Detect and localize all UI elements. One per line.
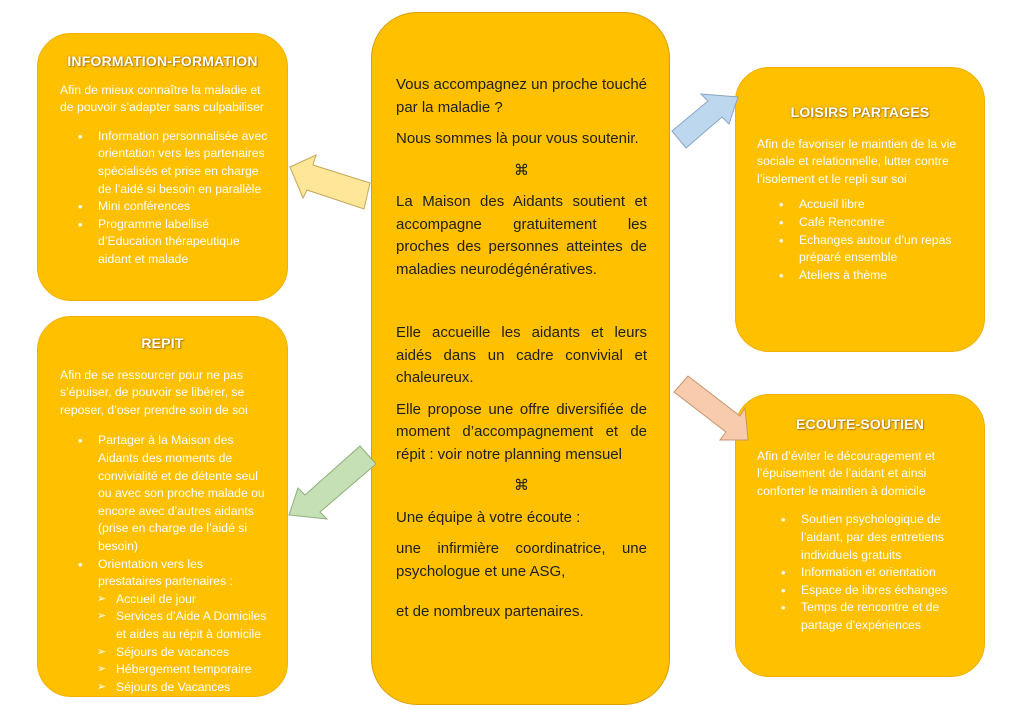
list-item: • Espace de libres échanges [801, 582, 966, 600]
center-team-heading: Une équipe à votre écoute : [396, 508, 581, 526]
loisirs-partages-list [754, 196, 966, 284]
arrow-info-shape [290, 155, 370, 209]
list-item: • Echanges autour d’un repas préparé ensemble [799, 232, 966, 267]
list-item: • Mini conférences [98, 198, 269, 216]
list-item: ➢ Séjours de vacances [116, 644, 269, 662]
center-offer: Elle propose une offre diversifiée de moment d’accompagnement et de répit : voir notre planning mensuel [396, 400, 647, 463]
center-partners: et de nombreux partenaires. [396, 603, 584, 620]
list-item: • Information personnalisée avec orientation vers les partenaires spécialisés et prise en charge de l’aidé si besoin en parallèle [98, 128, 269, 198]
loisirs-partages-title: LOISIRS PARTAGES [790, 104, 930, 120]
list-item: • Temps de rencontre et de partage d’expériences [801, 599, 966, 634]
list-item: ➢ Accueil de jour [116, 591, 269, 609]
info-formation-box [37, 33, 288, 301]
list-item: ➢ Hébergement temporaire [116, 661, 269, 679]
ecoute-soutien-box [735, 394, 985, 677]
arrow-repit-shape [289, 446, 376, 519]
list-item: • Café Rencontre [799, 214, 966, 232]
list-item: • Programme labellisé d’Education thérapeutique aidant et malade [98, 216, 269, 269]
list-item: ➢ Séjours de Vacances [116, 679, 269, 697]
repit-sublist [56, 591, 269, 697]
list-item: • Accueil libre [799, 196, 966, 214]
center-box [371, 12, 670, 705]
center-support: Nous sommes là pour vous soutenir. [396, 130, 639, 147]
center-question: Vous accompagnez un proche touché par la maladie ? [396, 76, 648, 116]
list-item: • Information et orientation [801, 564, 966, 582]
repit-title: REPIT [141, 335, 184, 351]
center-team: une infirmière coordinatrice, une psychologue et une ASG, [396, 540, 647, 580]
center-welcome: Elle accueille les aidants et leurs aidés dans un cadre convivial et chaleureux. [396, 324, 647, 386]
repit-list [56, 432, 269, 590]
info-formation-title: INFORMATION-FORMATION [67, 53, 258, 69]
list-item: • Ateliers à thème [799, 267, 966, 285]
loisirs-partages-box [735, 67, 985, 352]
ecoute-soutien-intro: Afin d’éviter le découragement et l’épuisement de l’aidant et ainsi conforter le maintien à domicile [757, 448, 936, 498]
info-formation-list [56, 128, 269, 269]
separator-symbol: ⌘ [514, 161, 529, 179]
list-item: • Soutien psychologique de l’aidant, par des entretiens individuels gratuits [801, 511, 966, 564]
loisirs-partages-intro: Afin de favoriser le maintien de la vie sociale et relationnelle, lutter contre l’isolement et le repli sur soi [757, 136, 957, 186]
repit-box [37, 316, 288, 697]
center-mission: La Maison des Aidants soutient et accompagne gratuitement les proches des personnes atteintes de maladies neurodégénératives. [396, 193, 647, 278]
list-item: • Partager à la Maison des Aidants des moments de convivialité et de détente seul ou avec son proche malade ou encore avec d’autres aidants (prise en charge de l’aidé si besoin) [98, 432, 269, 555]
arrow-loisirs-shape [672, 94, 738, 148]
list-item: ➢ Services d’Aide A Domiciles et aides au répit à domicile [116, 608, 269, 643]
ecoute-soutien-title: ECOUTE-SOUTIEN [795, 416, 925, 432]
separator-symbol: ⌘ [514, 477, 529, 494]
repit-intro: Afin de se ressourcer pour ne pas s’épuiser, de pouvoir se libérer, se reposer, d’oser prendre soin de soi [60, 367, 248, 417]
list-item: • Orientation vers les prestataires partenaires : [98, 556, 269, 591]
info-formation-intro: Afin de mieux connaître la maladie et de pouvoir s’adapter sans culpabiliser [60, 82, 264, 115]
ecoute-soutien-list [754, 511, 966, 634]
